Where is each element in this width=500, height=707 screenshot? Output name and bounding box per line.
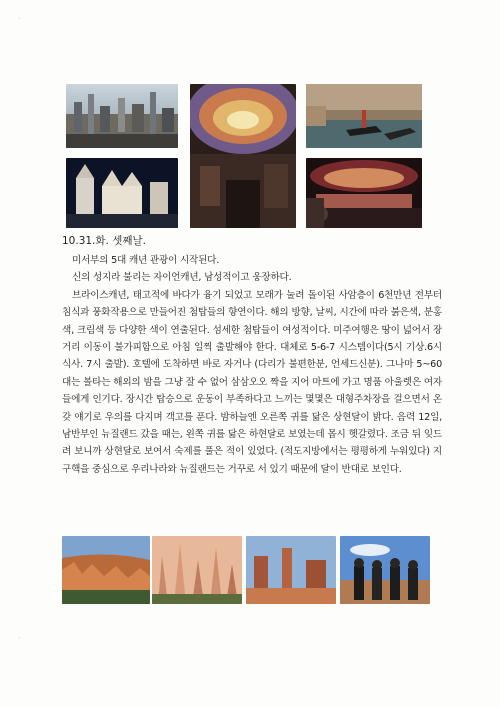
date-line: 10.31.화. 셋째날. [62, 235, 146, 247]
paragraph: 브라이스캐년, 태고적에 바다가 융기 되었고 모래가 눌려 돌이된 사암층이 6천만년 전부터 침식과 풍화작용으로 만들어진 첨탑들의 향연이다. 해의 방향, 날씨, 시간에 따라 붉은색, 분홍색, 크림색 등 다양한 색이 연출된다. 섬세한 첨탑들이 여성적이다. 미주여행은 땅이 넓어서 장거리 이동이 불가피함으로 아침 일찍 출발해야 한다. 대체로 5-6-7 시스템이다(5시 기상.6시 식사. 7시 출발). 호텔에 도착하면 바로 자거나 (다리가 불편한분, 언세드신분). 그나마 5~60대는 볼타는 해외의 밤을 그냥 잘 수 없어 삼삼오오 짝을 지어 마트에 가고 명품 아울렛은 여자들에게 인기다. 장시간 탑승으로 운동이 부족하다고 느끼는 몇몇은 대형주차장을 걸으면서 온갖 얘기로 우의를 다지며 객고를 푼다. 밤하늘엔 오른쪽 귀를 닮은 상현달이 밝다. 음력 12일, 남반부인 뉴질랜드 갔을 때는, 왼쪽 귀를 닮은 하현달로 보였는데 몹시 헷갈렸다. 조금 뒤 잊드려 보니까 상현달로 보여서 숙제를 풀은 적이 있었다. (적도지방에서는 평평하게 누워있다) 지구핵을 중심으로 우리나라와 뉴질랜드는 거꾸로 서 있기 때문에 달이 반대로 보인다. [62, 289, 442, 475]
bryce-canyon-amphitheater-photo [62, 536, 150, 604]
diary-body [62, 252, 442, 478]
night-theme-park-photo [66, 158, 178, 228]
bryce-hoodoos-photo [152, 536, 242, 604]
city-skyline-photo [66, 84, 178, 148]
domed-arcade-ceiling-photo [190, 84, 296, 228]
scan-mark: · [18, 14, 21, 23]
theater-show-photo [306, 158, 422, 228]
monument-valley-photo [246, 536, 336, 604]
scan-mark: · [18, 634, 21, 643]
paragraph: 신의 성지라 불리는 자이언캐년, 남성적이고 웅장하다. [72, 272, 292, 284]
group-canyon-overlook-photo [340, 536, 430, 604]
paragraph: 미서부의 5대 캐년 관광이 시작된다. [72, 255, 220, 266]
gondola-canal-photo [306, 84, 422, 148]
